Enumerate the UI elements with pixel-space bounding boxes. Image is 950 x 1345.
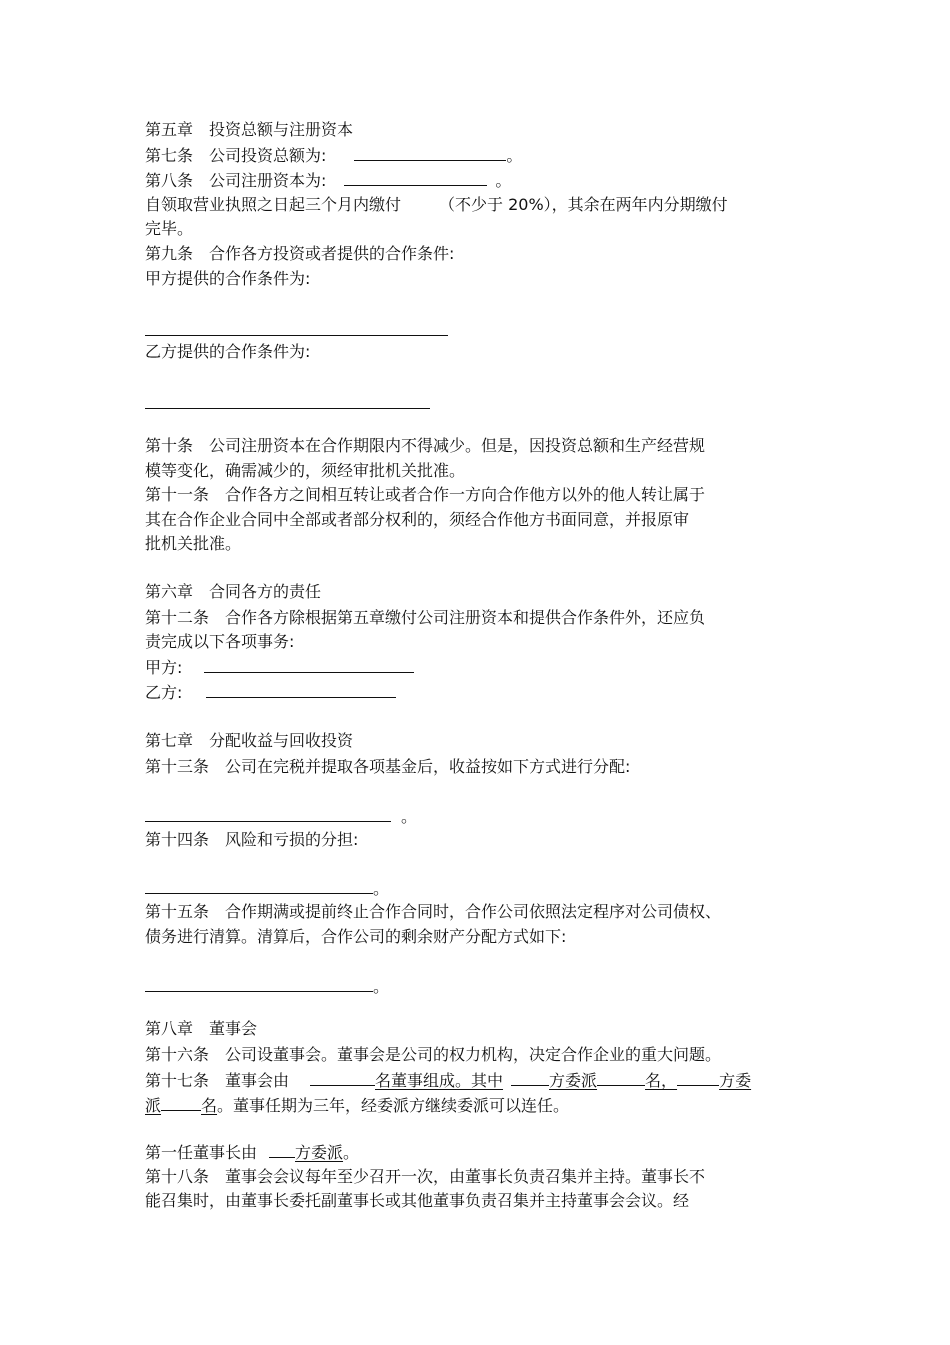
party-2-count-blank[interactable] xyxy=(161,1095,201,1111)
article-17-text-a: 第十七条 董事会由 xyxy=(145,1071,290,1090)
article-7-period: 。 xyxy=(506,146,523,165)
asset-distribution-line xyxy=(145,976,389,997)
party-a-duties-line xyxy=(145,657,414,678)
article-17-text-c: 方委派 xyxy=(549,1071,598,1090)
party-a-conditions-blank[interactable] xyxy=(145,335,448,336)
article-17-text-h: 。董事任期为三年，经委派方继续委派可以连任。 xyxy=(217,1096,570,1115)
risk-sharing-blank[interactable] xyxy=(145,878,373,894)
chapter-6-title: 第六章 合同各方的责任 xyxy=(145,582,322,601)
chapter-7-title: 第七章 分配收益与回收投资 xyxy=(145,731,354,750)
article-8-text: 第八条 公司注册资本为: xyxy=(145,171,327,190)
party-b-label: 乙方: xyxy=(145,683,183,702)
article-8-line xyxy=(145,170,511,191)
investment-total-blank[interactable] xyxy=(354,145,506,161)
asset-distribution-blank[interactable] xyxy=(145,976,373,992)
party-b-duties-line xyxy=(145,682,396,703)
article-17-text-e: 方委 xyxy=(719,1071,752,1090)
payment-text-a: 自领取营业执照之日起三个月内缴付 xyxy=(145,195,402,214)
party-1-blank[interactable] xyxy=(511,1070,549,1086)
party-1-count-blank[interactable] xyxy=(597,1070,645,1086)
party-a-duties-blank[interactable] xyxy=(204,657,414,673)
chairman-party-blank[interactable] xyxy=(269,1142,295,1158)
party-b-conditions-label: 乙方提供的合作条件为: xyxy=(145,342,311,361)
article-12-line-2: 责完成以下各项事务: xyxy=(145,632,295,651)
party-a-label: 甲方: xyxy=(145,658,183,677)
article-12-line-1: 第十二条 合作各方除根据第五章缴付公司注册资本和提供合作条件外，还应负 xyxy=(145,608,706,627)
article-16: 第十六条 公司设董事会。董事会是公司的权力机构，决定合作企业的重大问题。 xyxy=(145,1045,722,1064)
profit-distribution-line xyxy=(145,806,417,827)
chapter-5-title: 第五章 投资总额与注册资本 xyxy=(145,120,354,139)
article-17-text-b: 名董事组成。其中 xyxy=(375,1071,504,1090)
article-17-line-1 xyxy=(145,1070,751,1091)
article-13: 第十三条 公司在完税并提取各项基金后，收益按如下方式进行分配: xyxy=(145,757,631,776)
article-7-line xyxy=(145,145,522,166)
article-11-line-3: 批机关批准。 xyxy=(145,534,242,553)
registered-capital-blank[interactable] xyxy=(344,170,487,186)
article-17-text-f: 派 xyxy=(145,1096,162,1115)
article-17-text-d: 名， xyxy=(645,1071,678,1090)
article-14: 第十四条 风险和亏损的分担: xyxy=(145,830,359,849)
profit-distribution-period: 。 xyxy=(401,807,418,826)
profit-distribution-blank[interactable] xyxy=(145,806,391,822)
risk-sharing-line xyxy=(145,878,389,899)
article-8-period: 。 xyxy=(495,171,512,190)
payment-line-1 xyxy=(145,195,728,215)
article-17-text-g: 名 xyxy=(201,1096,218,1115)
party-b-duties-blank[interactable] xyxy=(206,682,396,698)
article-18-line-1: 第十八条 董事会会议每年至少召开一次，由董事长负责召集并主持。董事长不 xyxy=(145,1167,706,1186)
article-15-line-2: 债务进行清算。清算后，合作公司的剩余财产分配方式如下: xyxy=(145,927,567,946)
first-chairman-text-b: 方委派 xyxy=(295,1143,344,1162)
article-10-line-2: 模等变化，确需减少的，须经审批机关批准。 xyxy=(145,461,466,480)
risk-sharing-period: 。 xyxy=(373,879,390,898)
payment-line-2: 完毕。 xyxy=(145,219,194,238)
chapter-8-title: 第八章 董事会 xyxy=(145,1019,258,1038)
article-15-line-1: 第十五条 合作期满或提前终止合作合同时，合作公司依照法定程序对公司债权、 xyxy=(145,902,722,921)
article-17-line-2 xyxy=(145,1095,569,1116)
asset-distribution-period: 。 xyxy=(373,977,390,996)
article-11-line-1: 第十一条 合作各方之间相互转让或者合作一方向合作他方以外的他人转让属于 xyxy=(145,485,706,504)
first-chairman-line xyxy=(145,1142,359,1163)
article-9: 第九条 合作各方投资或者提供的合作条件: xyxy=(145,244,455,263)
article-18-line-2: 能召集时，由董事长委托副董事长或其他董事负责召集并主持董事会会议。经 xyxy=(145,1191,690,1210)
first-chairman-period: 。 xyxy=(343,1143,360,1162)
article-11-line-2: 其在合作企业合同中全部或者部分权利的，须经合作他方书面同意，并报原审 xyxy=(145,510,690,529)
first-chairman-text-a: 第一任董事长由 xyxy=(145,1143,258,1162)
party-b-conditions-blank[interactable] xyxy=(145,408,430,409)
payment-text-b: （不少于 20%），其余在两年内分期缴付 xyxy=(439,195,728,214)
director-count-blank[interactable] xyxy=(310,1070,375,1086)
article-7-text: 第七条 公司投资总额为: xyxy=(145,146,327,165)
article-10-line-1: 第十条 公司注册资本在合作期限内不得减少。但是，因投资总额和生产经营规 xyxy=(145,436,706,455)
party-2-blank[interactable] xyxy=(677,1070,719,1086)
party-a-conditions-label: 甲方提供的合作条件为: xyxy=(145,269,311,288)
